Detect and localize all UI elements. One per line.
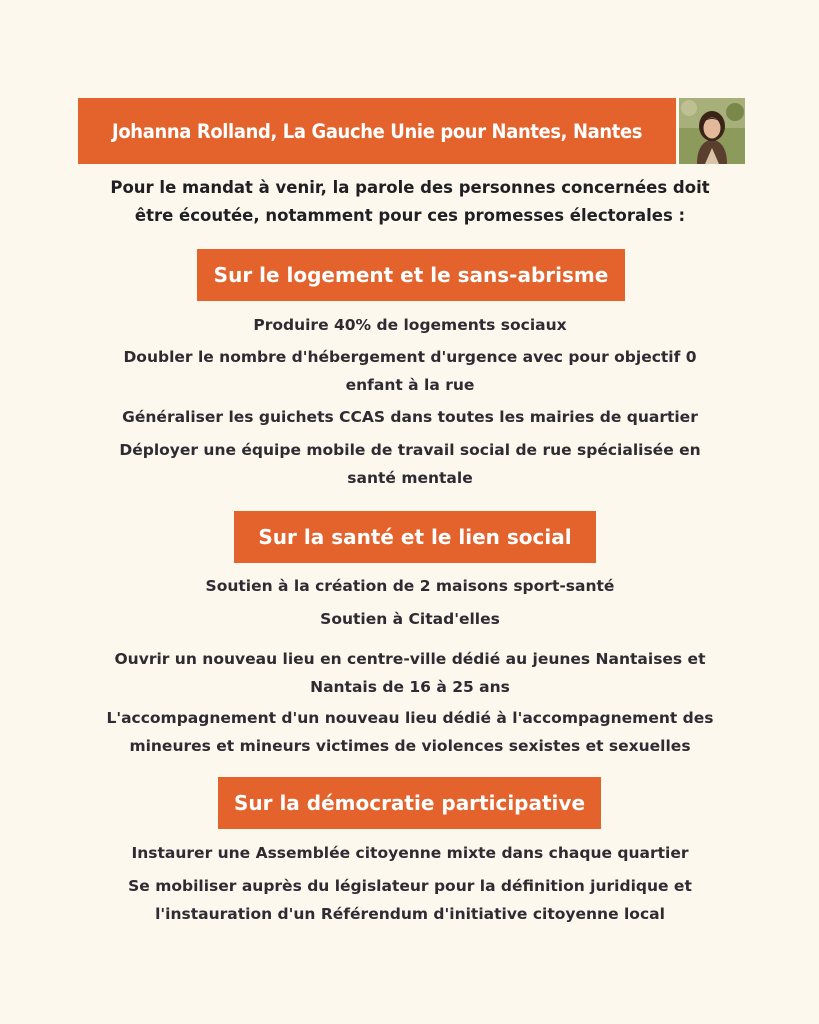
promise-item xyxy=(60,839,760,867)
promise-line: mineures et mineurs victimes de violences sexistes et sexuelles xyxy=(129,737,691,755)
intro-text xyxy=(60,174,760,230)
promise-line: Déployer une équipe mobile de travail social de rue spécialisée en xyxy=(119,441,701,459)
candidate-title: Johanna Rolland, La Gauche Unie pour Nantes, Nantes xyxy=(111,119,643,143)
promise-item xyxy=(60,311,760,339)
promise-line: l'instauration d'un Référendum d'initiative citoyenne local xyxy=(155,905,665,923)
promise-line: Généraliser les guichets CCAS dans toutes les mairies de quartier xyxy=(122,408,698,426)
intro-line: être écoutée, notamment pour ces promesses électorales : xyxy=(134,206,686,225)
promise-line: enfant à la rue xyxy=(345,376,475,394)
promise-item xyxy=(60,572,760,600)
promise-line: Se mobiliser auprès du législateur pour la définition juridique et xyxy=(128,877,692,895)
promise-line: Ouvrir un nouveau lieu en centre-ville dédié au jeunes Nantaises et xyxy=(114,650,706,668)
promise-line: Nantais de 16 à 25 ans xyxy=(310,678,510,696)
intro-line: Pour le mandat à venir, la parole des personnes concernées doit xyxy=(110,178,710,197)
candidate-portrait xyxy=(679,98,745,164)
promise-line: Soutien à la création de 2 maisons sport-santé xyxy=(205,577,615,595)
promise-item xyxy=(60,645,760,701)
promise-item xyxy=(60,605,760,633)
promise-line: Doubler le nombre d'hébergement d'urgence avec pour objectif 0 xyxy=(123,348,697,366)
section-heading-logement: Sur le logement et le sans-abrisme xyxy=(197,249,625,301)
promise-line: Soutien à Citad'elles xyxy=(320,610,500,628)
section-heading-sante: Sur la santé et le lien social xyxy=(234,511,596,563)
section-heading-democratie: Sur la démocratie participative xyxy=(218,777,601,829)
promise-item xyxy=(60,436,760,492)
promise-line: L'accompagnement d'un nouveau lieu dédié à l'accompagnement des xyxy=(106,709,714,727)
promise-item xyxy=(60,403,760,431)
portrait-image-icon xyxy=(679,98,745,164)
promise-item xyxy=(60,872,760,928)
header-banner xyxy=(78,98,676,164)
promise-item xyxy=(60,704,760,760)
promise-line: santé mentale xyxy=(347,469,473,487)
promise-item xyxy=(60,343,760,399)
promise-line: Instaurer une Assemblée citoyenne mixte dans chaque quartier xyxy=(131,844,689,862)
promise-line: Produire 40% de logements sociaux xyxy=(253,316,567,334)
